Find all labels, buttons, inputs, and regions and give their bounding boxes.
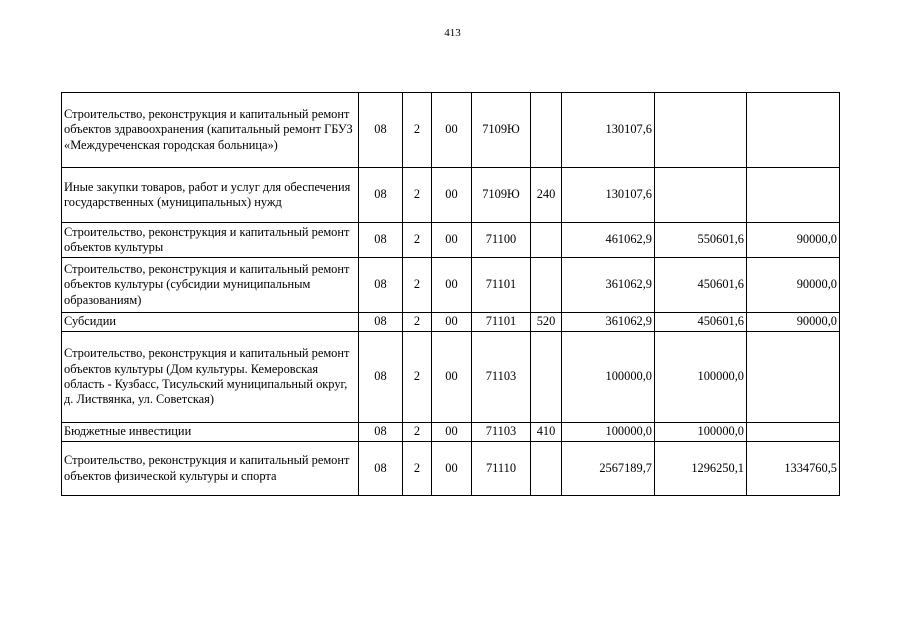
cell-code: 71103 xyxy=(472,423,531,442)
cell-expense-type: 520 xyxy=(531,313,562,332)
cell-sum-1: 100000,0 xyxy=(562,423,655,442)
table-row xyxy=(62,93,840,168)
cell-sum-3 xyxy=(747,332,840,423)
cell-expense-type xyxy=(531,93,562,168)
cell-subprogram: 00 xyxy=(432,423,472,442)
table-row xyxy=(62,332,840,423)
cell-code: 7109Ю xyxy=(472,93,531,168)
cell-sum-2 xyxy=(655,168,747,223)
cell-program: 2 xyxy=(403,313,432,332)
cell-sum-2 xyxy=(655,93,747,168)
cell-subprogram: 00 xyxy=(432,442,472,496)
cell-sum-3: 90000,0 xyxy=(747,258,840,313)
cell-sum-1: 100000,0 xyxy=(562,332,655,423)
cell-code: 71110 xyxy=(472,442,531,496)
cell-expense-type xyxy=(531,258,562,313)
cell-program: 2 xyxy=(403,223,432,258)
cell-program: 2 xyxy=(403,258,432,313)
table-row xyxy=(62,168,840,223)
cell-section: 08 xyxy=(359,258,403,313)
cell-program: 2 xyxy=(403,93,432,168)
cell-name: Строительство, реконструкция и капитальный ремонт объектов культуры (Дом культуры. Кемеровская область - Кузбасс, Тисульский муниципальный округ, д. Листвянка, ул. Советская) xyxy=(62,332,359,423)
cell-section: 08 xyxy=(359,168,403,223)
cell-sum-3 xyxy=(747,93,840,168)
cell-name: Строительство, реконструкция и капитальный ремонт объектов физической культуры и спорта xyxy=(62,442,359,496)
cell-subprogram: 00 xyxy=(432,332,472,423)
cell-sum-2: 100000,0 xyxy=(655,423,747,442)
cell-sum-2: 100000,0 xyxy=(655,332,747,423)
cell-expense-type xyxy=(531,332,562,423)
cell-name: Строительство, реконструкция и капитальный ремонт объектов здравоохранения (капитальный ремонт ГБУЗ «Междуреченская городская больница») xyxy=(62,93,359,168)
cell-code: 71101 xyxy=(472,258,531,313)
table-row xyxy=(62,442,840,496)
cell-sum-3 xyxy=(747,168,840,223)
cell-sum-1: 461062,9 xyxy=(562,223,655,258)
cell-name: Иные закупки товаров, работ и услуг для обеспечения государственных (муниципальных) нужд xyxy=(62,168,359,223)
cell-expense-type: 240 xyxy=(531,168,562,223)
cell-sum-2: 450601,6 xyxy=(655,258,747,313)
cell-section: 08 xyxy=(359,223,403,258)
cell-program: 2 xyxy=(403,168,432,223)
table-row xyxy=(62,423,840,442)
cell-name: Субсидии xyxy=(62,313,359,332)
cell-subprogram: 00 xyxy=(432,258,472,313)
cell-sum-1: 130107,6 xyxy=(562,93,655,168)
table-row xyxy=(62,223,840,258)
cell-subprogram: 00 xyxy=(432,313,472,332)
table-row xyxy=(62,313,840,332)
cell-subprogram: 00 xyxy=(432,168,472,223)
cell-sum-3: 90000,0 xyxy=(747,223,840,258)
cell-program: 2 xyxy=(403,423,432,442)
cell-sum-2: 550601,6 xyxy=(655,223,747,258)
cell-sum-3: 1334760,5 xyxy=(747,442,840,496)
budget-table xyxy=(61,92,840,496)
table-row xyxy=(62,258,840,313)
cell-section: 08 xyxy=(359,332,403,423)
cell-sum-1: 361062,9 xyxy=(562,313,655,332)
cell-program: 2 xyxy=(403,442,432,496)
page-number: 413 xyxy=(444,27,461,39)
cell-sum-1: 2567189,7 xyxy=(562,442,655,496)
cell-sum-3: 90000,0 xyxy=(747,313,840,332)
cell-code: 71101 xyxy=(472,313,531,332)
cell-subprogram: 00 xyxy=(432,93,472,168)
cell-subprogram: 00 xyxy=(432,223,472,258)
cell-sum-1: 130107,6 xyxy=(562,168,655,223)
cell-section: 08 xyxy=(359,313,403,332)
cell-code: 7109Ю xyxy=(472,168,531,223)
cell-name: Строительство, реконструкция и капитальный ремонт объектов культуры (субсидии муниципальным образованиям) xyxy=(62,258,359,313)
cell-sum-3 xyxy=(747,423,840,442)
cell-expense-type xyxy=(531,223,562,258)
cell-name: Бюджетные инвестиции xyxy=(62,423,359,442)
cell-expense-type xyxy=(531,442,562,496)
cell-program: 2 xyxy=(403,332,432,423)
cell-sum-1: 361062,9 xyxy=(562,258,655,313)
cell-expense-type: 410 xyxy=(531,423,562,442)
cell-section: 08 xyxy=(359,93,403,168)
cell-section: 08 xyxy=(359,423,403,442)
cell-name: Строительство, реконструкция и капитальный ремонт объектов культуры xyxy=(62,223,359,258)
cell-code: 71103 xyxy=(472,332,531,423)
cell-section: 08 xyxy=(359,442,403,496)
cell-sum-2: 450601,6 xyxy=(655,313,747,332)
cell-code: 71100 xyxy=(472,223,531,258)
cell-sum-2: 1296250,1 xyxy=(655,442,747,496)
